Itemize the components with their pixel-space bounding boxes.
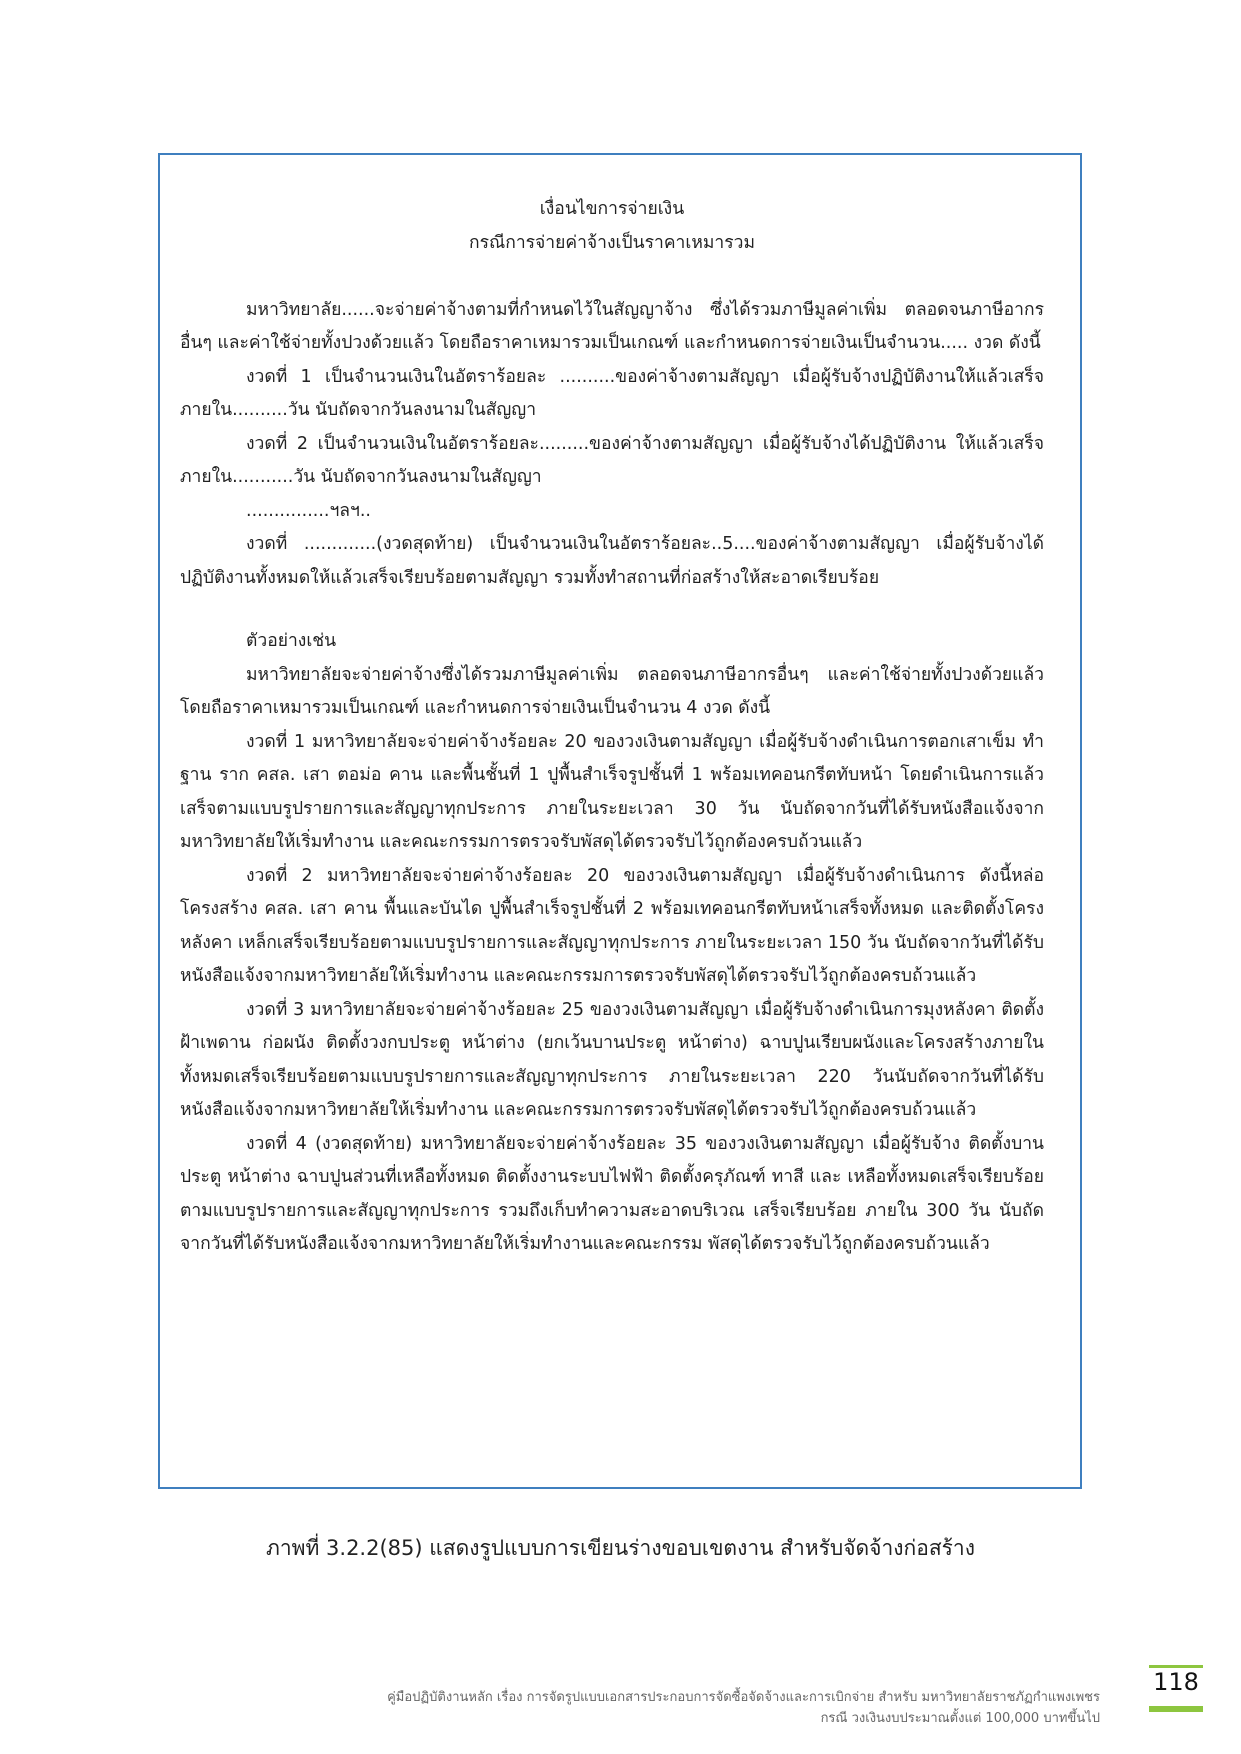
- intro-paragraph: มหาวิทยาลัย......จะจ่ายค่าจ้างตามที่กำหนดไว้ในสัญญาจ้าง ซึ่งได้รวมภาษีมูลค่าเพิ่ม ตลอดจนภาษีอากรอื่นๆ และค่าใช้จ่ายทั้งปวงด้วยแล้ว โดยถือราคาเหมารวมเป็นเกณฑ์ และกำหนดการจ่ายเงินเป็นจำนวน..... งวด ดังนี้: [180, 299, 1044, 353]
- spacer: [180, 595, 1044, 625]
- document-title: เงื่อนไขการจ่ายเงิน: [539, 199, 685, 219]
- example-intro-paragraph: มหาวิทยาลัยจะจ่ายค่าจ้างซึ่งได้รวมภาษีมูลค่าเพิ่ม ตลอดจนภาษีอากรอื่นๆ และค่าใช้จ่ายทั้งปวงด้วยแล้ว โดยถือราคาเหมารวมเป็นเกณฑ์ และกำหนดการจ่ายเงินเป็นจำนวน 4 งวด ดังนี้: [180, 664, 1044, 718]
- document-frame: [158, 153, 1082, 1489]
- footer-line-2: กรณี วงเงินงบประมาณตั้งแต่ 100,000 บาทขึ้นไป: [820, 1711, 1100, 1726]
- installment-last-paragraph: งวดที่ .............(งวดสุดท้าย) เป็นจำนวนเงินในอัตราร้อยละ..5....ของค่าจ้างตามสัญญา เมื่อผู้รับจ้างได้ปฏิบัติงานทั้งหมดให้แล้วเสร็จเรียบร้อยตามสัญญา รวมทั้งทำสถานที่ก่อสร้างให้สะอาดเรียบร้อย: [180, 534, 1044, 588]
- footer-line-1: คู่มือปฏิบัติงานหลัก เรื่อง การจัดรูปแบบเอกสารประกอบการจัดซื้อจัดจ้างและการเบิกจ่าย สำหรับ มหาวิทยาลัยราชภัฏกำแพงเพชร: [387, 1690, 1100, 1705]
- example-2-paragraph: งวดที่ 2 มหาวิทยาลัยจะจ่ายค่าจ้างร้อยละ 20 ของวงเงินตามสัญญา เมื่อผู้รับจ้างดำเนินการ ดังนี้หล่อโครงสร้าง คสล. เสา คาน พื้นและบันได ปูพื้นสำเร็จรูปชั้นที่ 2 พร้อมเทคอนกรีตทับหน้าเสร็จทั้งหมด และติดตั้งโครงหลังคา เหล็กเสร็จเรียบร้อยตามแบบรูปรายการและสัญญาทุกประการ ภายในระยะเวลา 150 วัน นับถัดจากวันที่ได้รับ หนังสือแจ้งจากมหาวิทยาลัยให้เริ่มทำงาน และคณะกรรมการตรวจรับพัสดุได้ตรวจรับไว้ถูกต้องครบถ้วนแล้ว: [180, 865, 1044, 986]
- installment-2-paragraph: งวดที่ 2 เป็นจำนวนเงินในอัตราร้อยละ.........ของค่าจ้างตามสัญญา เมื่อผู้รับจ้างได้ปฏิบัติงาน ให้แล้วเสร็จภายใน...........วัน นับถัดจากวันลงนามในสัญญา: [180, 433, 1044, 487]
- page-number-rule-bottom: [1149, 1706, 1203, 1712]
- example-3-paragraph: งวดที่ 3 มหาวิทยาลัยจะจ่ายค่าจ้างร้อยละ 25 ของวงเงินตามสัญญา เมื่อผู้รับจ้างดำเนินการมุงหลังคา ติดตั้งฝ้าเพดาน ก่อผนัง ติดตั้งวงกบประตู หน้าต่าง (ยกเว้นบานประตู หน้าต่าง) ฉาบปูนเรียบผนังและโครงสร้างภายใน ทั้งหมดเสร็จเรียบร้อยตามแบบรูปรายการและสัญญาทุกประการ ภายในระยะเวลา 220 วันนับถัดจากวันที่ได้รับหนังสือแจ้งจากมหาวิทยาลัยให้เริ่มทำงาน และคณะกรรมการตรวจรับพัสดุได้ตรวจรับไว้ถูกต้องครบถ้วนแล้ว: [180, 999, 1044, 1120]
- spacer: [180, 260, 1044, 294]
- installment-1-paragraph: งวดที่ 1 เป็นจำนวนเงินในอัตราร้อยละ ..........ของค่าจ้างตามสัญญา เมื่อผู้รับจ้างปฏิบัติงานให้แล้วเสร็จภายใน..........วัน นับถัดจากวันลงนามในสัญญา: [180, 366, 1044, 420]
- example-4-paragraph: งวดที่ 4 (งวดสุดท้าย) มหาวิทยาลัยจะจ่ายค่าจ้างร้อยละ 35 ของวงเงินตามสัญญา เมื่อผู้รับจ้าง ติดตั้งบานประตู หน้าต่าง ฉาบปูนส่วนที่เหลือทั้งหมด ติดตั้งงานระบบไฟฟ้า ติดตั้งครุภัณฑ์ ทาสี และ เหลือทั้งหมดเสร็จเรียบร้อยตามแบบรูปรายการและสัญญาทุกประการ รวมถึงเก็บทำความสะอาดบริเวณ เสร็จเรียบร้อย ภายใน 300 วัน นับถัดจากวันที่ได้รับหนังสือแจ้งจากมหาวิทยาลัยให้เริ่มทำงานและคณะกรรม พัสดุได้ตรวจรับไว้ถูกต้องครบถ้วนแล้ว: [180, 1133, 1044, 1254]
- document-subtitle: กรณีการจ่ายค่าจ้างเป็นราคาเหมารวม: [469, 232, 755, 253]
- etc-line: ...............ฯลฯ..: [246, 500, 371, 521]
- figure-caption: ภาพที่ 3.2.2(85) แสดงรูปแบบการเขียนร่างขอบเขตงาน สำหรับจัดจ้างก่อสร้าง: [266, 1536, 975, 1560]
- example-1-paragraph: งวดที่ 1 มหาวิทยาลัยจะจ่ายค่าจ้างร้อยละ 20 ของวงเงินตามสัญญา เมื่อผู้รับจ้างดำเนินการตอกเสาเข็ม ทำฐาน ราก คสล. เสา ตอม่อ คาน และพื้นชั้นที่ 1 ปูพื้นสำเร็จรูปชั้นที่ 1 พร้อมเทคอนกรีตทับหน้า โดยดำเนินการแล้ว เสร็จตามแบบรูปรายการและสัญญาทุกประการ ภายในระยะเวลา 30 วัน นับถัดจากวันที่ได้รับหนังสือแจ้งจาก มหาวิทยาลัยให้เริ่มทำงาน และคณะกรรมการตรวจรับพัสดุได้ตรวจรับไว้ถูกต้องครบถ้วนแล้ว: [180, 731, 1044, 852]
- page-footer: [387, 1687, 1100, 1729]
- document-content: [180, 193, 1044, 1262]
- example-heading: ตัวอย่างเช่น: [246, 631, 337, 651]
- page-number: 118: [1153, 1668, 1199, 1696]
